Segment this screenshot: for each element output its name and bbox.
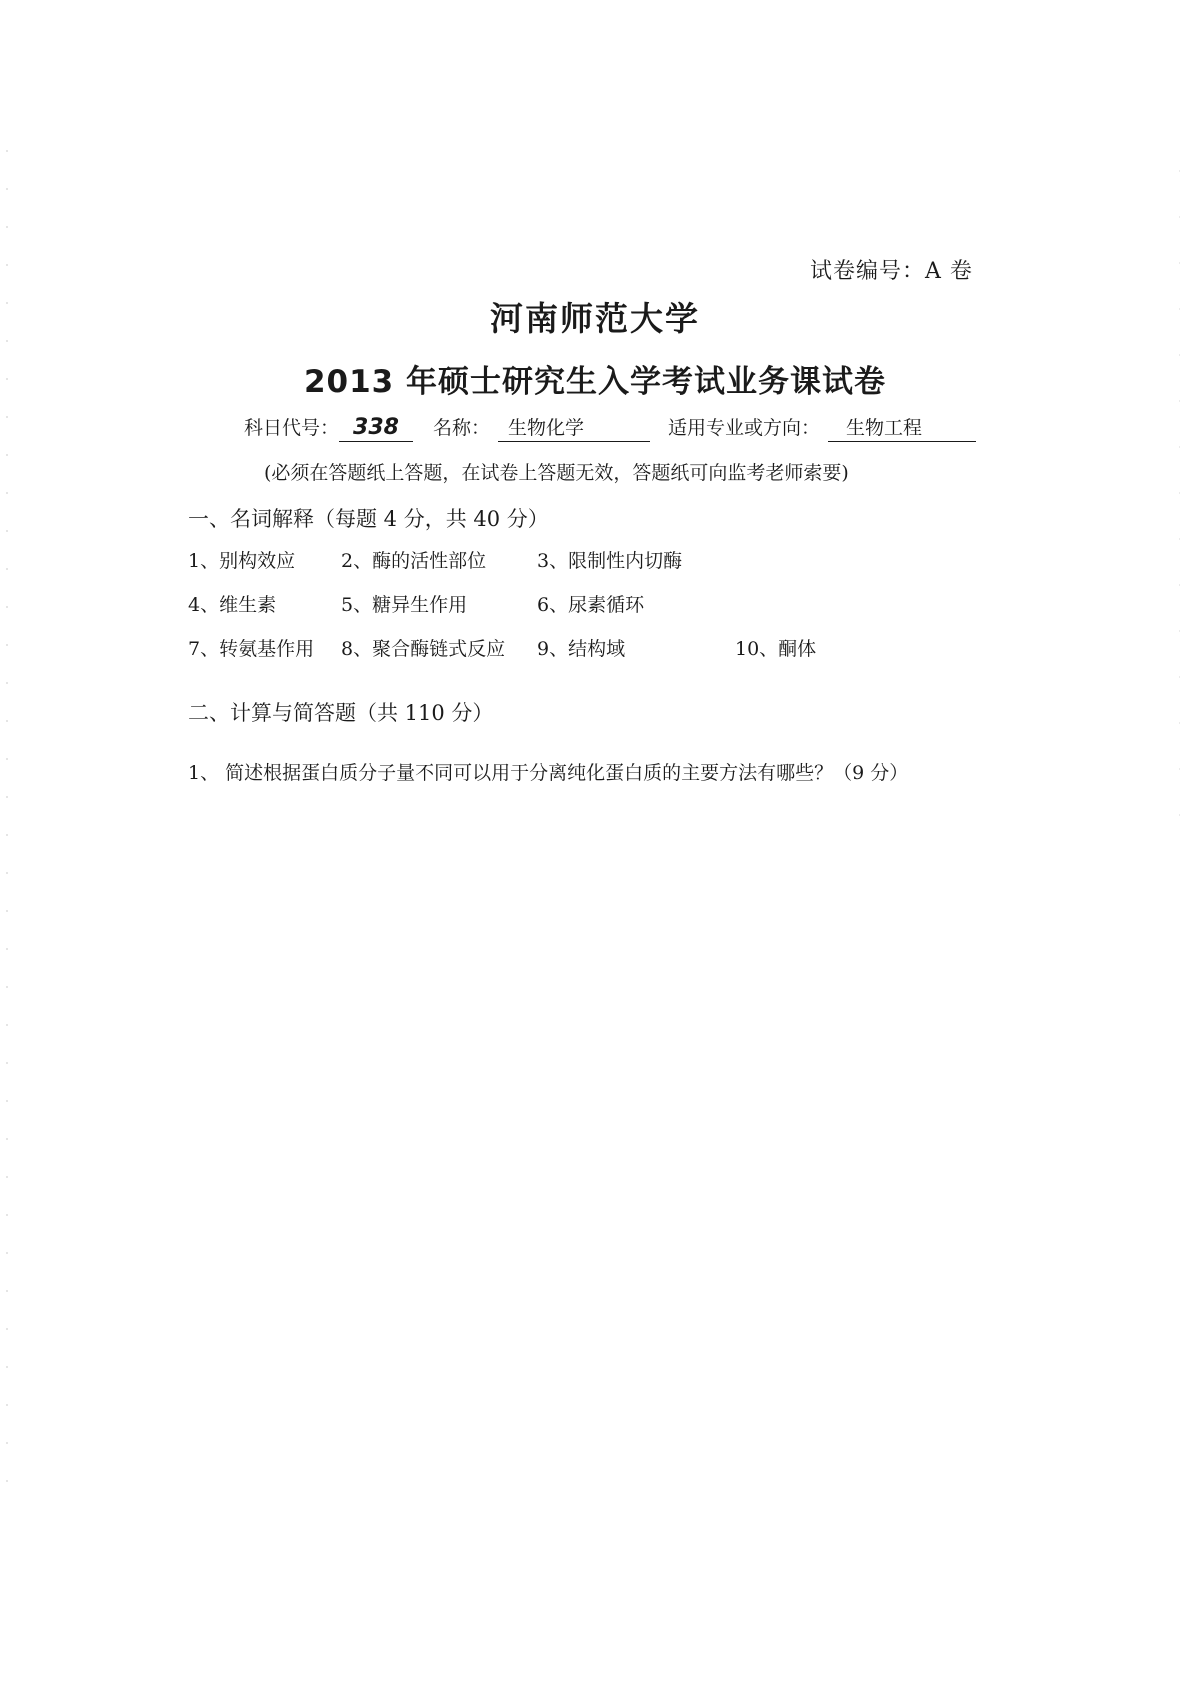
subject-code-label: 科日代号：: [244, 417, 340, 439]
subject-name-value: 生物化学: [498, 413, 650, 442]
scan-edge-marks: [6, 150, 8, 1500]
term-item: 9、结构域: [537, 638, 626, 660]
term-item: 8、聚合酶链式反应: [341, 638, 506, 660]
term-item: 7、转氨基作用: [188, 638, 315, 660]
term-item: 2、酶的活性部位: [341, 550, 487, 572]
exam-title: 2013 年硕士研究生入学考试业务课试卷: [303, 364, 887, 400]
subject-name-label: 名称：: [433, 417, 491, 439]
answer-sheet-notice: (必须在答题纸上答题，在试卷上答题无效，答题纸可向监考老师索要): [264, 462, 849, 484]
major-value: 生物工程: [828, 413, 976, 442]
university-title: 河南师范大学: [490, 299, 700, 338]
term-item: 1、别构效应: [188, 550, 296, 572]
major-label: 适用专业或方向：: [668, 417, 821, 439]
section-heading: 一、名词解释（每题 4 分，共 40 分）: [188, 507, 549, 531]
subject-info-row: [244, 413, 976, 442]
term-item: 4、维生素: [188, 594, 277, 616]
section-heading: 二、计算与简答题（共 110 分）: [188, 701, 494, 725]
term-item: 5、糖异生作用: [341, 594, 468, 616]
scan-edge-marks-right: [1179, 170, 1180, 850]
question-item: 1、 简述根据蛋白质分子量不同可以用于分离纯化蛋白质的主要方法有哪些？（9 分）: [188, 762, 909, 784]
term-item: 6、尿素循环: [537, 594, 645, 616]
term-item: 10、酮体: [735, 638, 817, 660]
term-item: 3、限制性内切酶: [537, 550, 683, 572]
paper-code: 试卷编号：A 卷: [810, 259, 973, 284]
subject-code-value: 338: [339, 415, 413, 442]
